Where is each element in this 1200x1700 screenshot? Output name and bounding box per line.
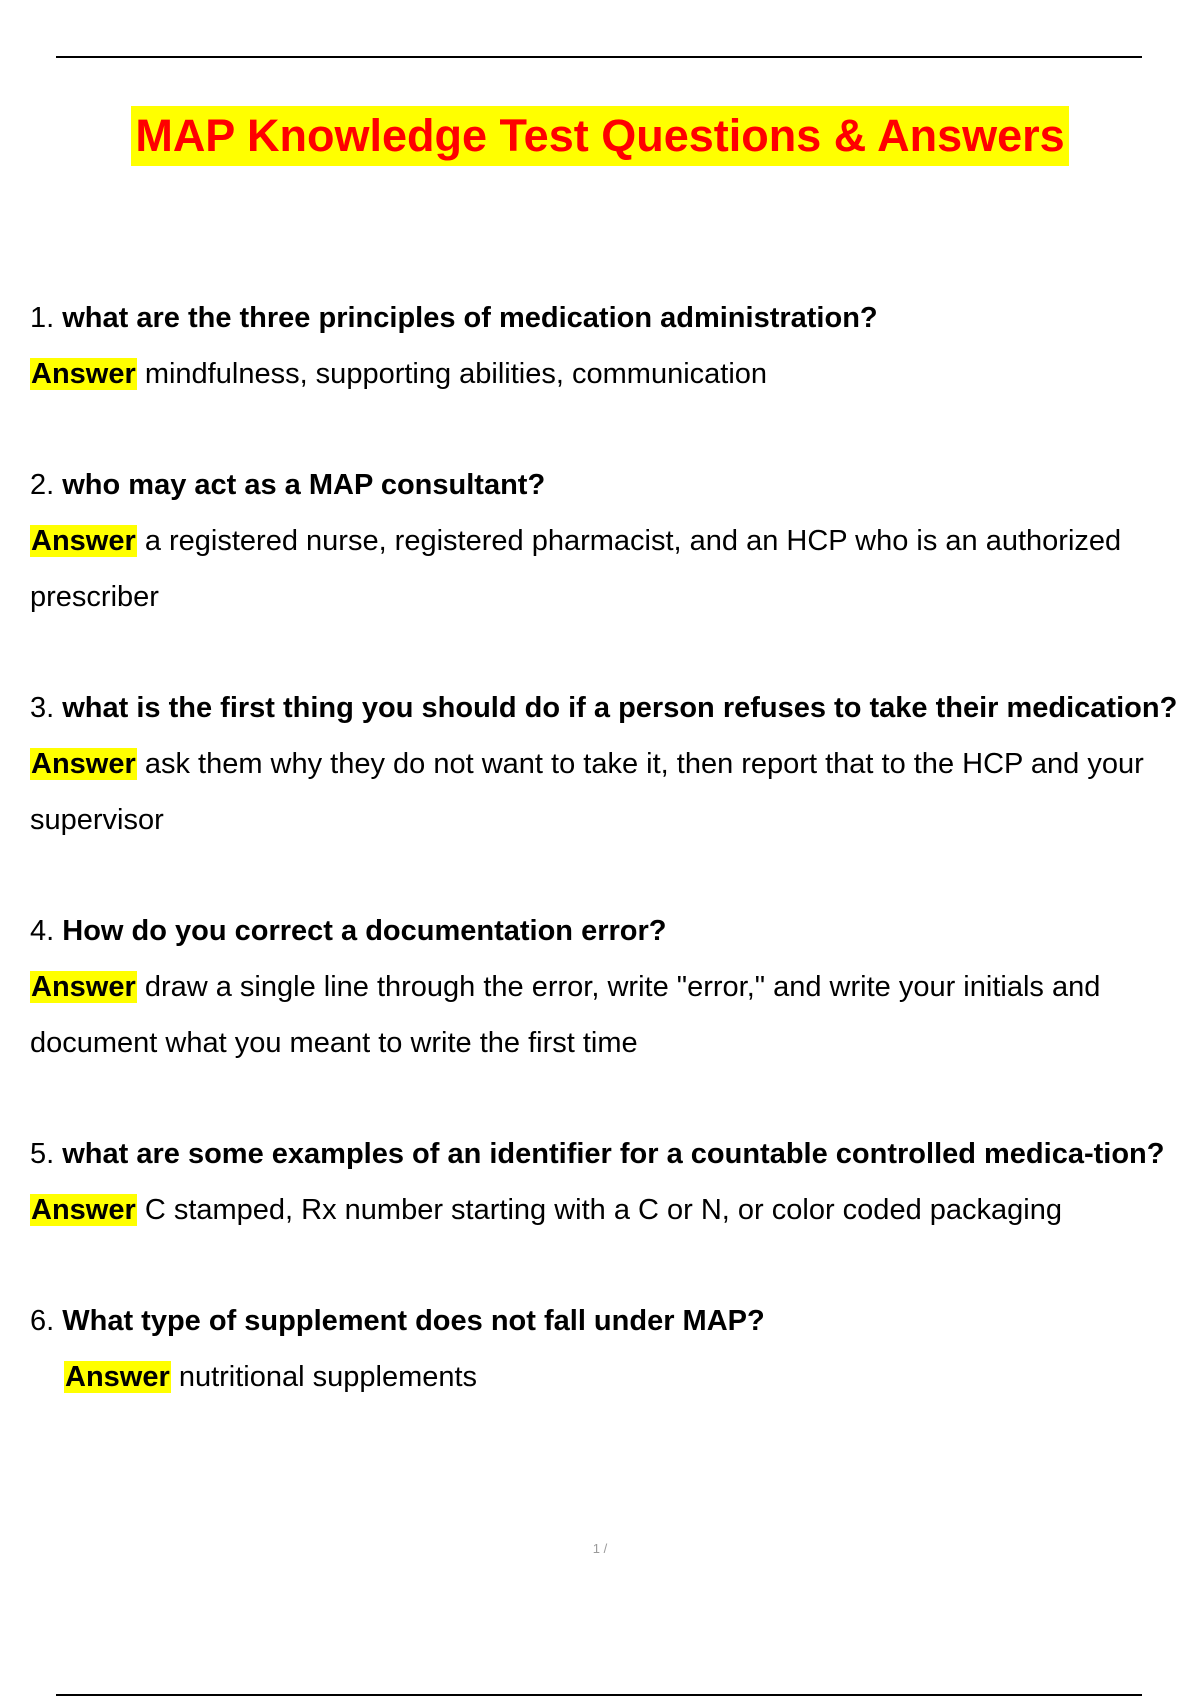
question-number: 2. [30, 469, 55, 501]
answer-text: mindfulness, supporting abilities, communication [144, 358, 768, 390]
qa-item-4 [30, 903, 1190, 1071]
answer-2 [30, 513, 1190, 625]
answer-4 [30, 959, 1190, 1071]
answer-1 [30, 346, 1190, 402]
answer-label: Answer [31, 1194, 136, 1226]
question-text: who may act as a MAP consultant? [62, 469, 546, 501]
bottom-divider [56, 1694, 1142, 1696]
title-container [0, 106, 1200, 166]
answer-6 [30, 1349, 1190, 1405]
question-number: 5. [30, 1138, 55, 1170]
answer-text: ask them why they do not want to take it, then report that to the HCP and your supervisor [30, 748, 1144, 836]
question-number: 1. [30, 302, 55, 334]
question-text: What type of supplement does not fall under MAP? [62, 1305, 765, 1337]
answer-text: nutritional supplements [178, 1361, 478, 1393]
question-3 [30, 680, 1190, 736]
question-text: How do you correct a documentation error? [62, 915, 667, 947]
qa-item-1 [30, 290, 1190, 402]
answer-3 [30, 736, 1190, 848]
answer-text: a registered nurse, registered pharmacist, and an HCP who is an authorized prescriber [30, 525, 1122, 613]
qa-item-6 [30, 1293, 1190, 1405]
question-text: what are some examples of an identifier for a countable controlled medica-tion? [62, 1138, 1165, 1170]
answer-label: Answer [31, 971, 136, 1003]
answer-label: Answer [31, 525, 136, 557]
page-number: 1 / [592, 1541, 608, 1556]
question-number: 3. [30, 692, 55, 724]
answer-text: draw a single line through the error, write "error," and write your initials and document what you meant to write the first time [30, 971, 1101, 1059]
question-number: 6. [30, 1305, 55, 1337]
question-4 [30, 903, 1190, 959]
question-2 [30, 457, 1190, 513]
question-6 [30, 1293, 1190, 1349]
question-text: what are the three principles of medication administration? [62, 302, 878, 334]
qa-list [30, 290, 1190, 1405]
answer-text: C stamped, Rx number starting with a C or N, or color coded packaging [144, 1194, 1062, 1226]
question-1 [30, 290, 1190, 346]
top-divider [56, 56, 1142, 58]
qa-item-5 [30, 1126, 1190, 1238]
document-title: MAP Knowledge Test Questions & Answers [131, 106, 1068, 166]
qa-item-2 [30, 457, 1190, 625]
question-number: 4. [30, 915, 55, 947]
question-5 [30, 1126, 1190, 1182]
answer-label: Answer [31, 748, 136, 780]
answer-label: Answer [65, 1361, 170, 1393]
answer-5 [30, 1182, 1190, 1238]
qa-item-3 [30, 680, 1190, 848]
answer-label: Answer [31, 358, 136, 390]
question-text: what is the first thing you should do if a person refuses to take their medication? [62, 692, 1178, 724]
